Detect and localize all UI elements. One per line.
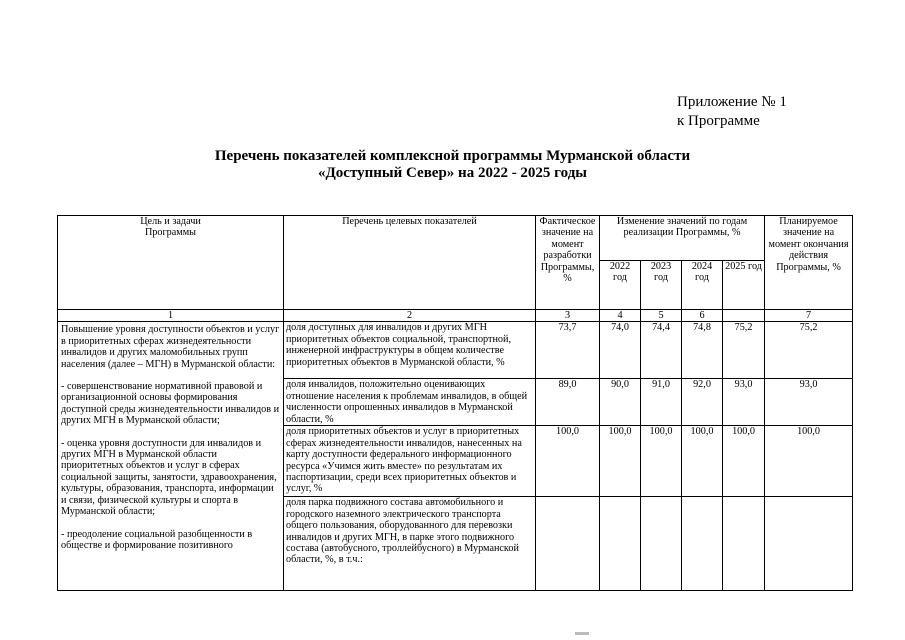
indicator-text: доля инвалидов, положительно оценивающих отношение населения к проблемам инвалидов, в общей численности опрошенных инвалидов в Мурманской области, % [284, 379, 536, 426]
actual-value [536, 497, 600, 591]
goal-cell [58, 322, 284, 591]
header-change: Изменение значений по годам реализации Программы, % [600, 216, 765, 261]
value-2023: 74,4 [641, 322, 682, 379]
title-line-2: «Доступный Север» на 2022 - 2025 годы [317, 165, 587, 181]
value-2024: 100,0 [682, 426, 723, 497]
value-2023: 100,0 [641, 426, 682, 497]
goal-paragraph: Повышение уровня доступности объектов и услуг в приоритетных сферах жизнедеятельности инвалидов и других маломобильных групп населения (далее – МГН) в Мурманской области: [61, 324, 280, 370]
header-goal: Цель и задачи Программы [58, 216, 284, 310]
value-2024: 74,8 [682, 322, 723, 379]
header-year-2023: 2023 год [641, 261, 682, 310]
value-2023: 91,0 [641, 379, 682, 426]
header-actual: Фактическое значение на момент разработки Программы, % [536, 216, 600, 310]
planned-value: 75,2 [765, 322, 853, 379]
value-2024 [682, 497, 723, 591]
value-2025: 75,2 [723, 322, 765, 379]
planned-value: 100,0 [765, 426, 853, 497]
col-number: 6 [682, 310, 723, 322]
col-number: 5 [641, 310, 682, 322]
col-number: 2 [284, 310, 536, 322]
value-2022 [600, 497, 641, 591]
value-2025 [723, 497, 765, 591]
value-2025: 93,0 [723, 379, 765, 426]
planned-value: 93,0 [765, 379, 853, 426]
col-number: 7 [765, 310, 853, 322]
actual-value: 73,7 [536, 322, 600, 379]
col-number [723, 310, 765, 322]
indicator-text: доля доступных для инвалидов и других МГН приоритетных объектов социальной, транспортной, инженерной инфраструктуры в общем количестве приоритетных объектов в Мурманской области, % [284, 322, 536, 379]
actual-value: 100,0 [536, 426, 600, 497]
value-2022: 100,0 [600, 426, 641, 497]
value-2025: 100,0 [723, 426, 765, 497]
indicator-text: доля приоритетных объектов и услуг в приоритетных сферах жизнедеятельности инвалидов, нанесенных на карту доступности федерального информационного ресурса «Учимся жить вместе» по результатам их паспортизации, среди всех приоритетных объектов и услуг, % [284, 426, 536, 497]
page-edge-mark [575, 632, 589, 635]
col-number: 4 [600, 310, 641, 322]
appendix-line-2: к Программе [677, 113, 760, 129]
value-2023 [641, 497, 682, 591]
title-line-1: Перечень показателей комплексной программы Мурманской области [214, 148, 691, 164]
header-year-2024: 2024 год [682, 261, 723, 310]
indicator-text: доля парка подвижного состава автомобильного и городского наземного электрического транспорта общего пользования, оборудованного для перевозки инвалидов и других МГН, в парке этого подвижного состава (автобусного, троллейбусного) в Мурманской области, %, в т.ч.: [284, 497, 536, 591]
indicators-table [57, 215, 853, 591]
planned-value [765, 497, 853, 591]
goal-paragraph: - оценка уровня доступности для инвалидов и других МГН в Мурманской области приоритетных объектов и услуг в сферах социальной защиты, занятости, здравоохранения, культуры, образования, транспорта, информации и связи, физической культуры и спорта в Мурманской области; [61, 437, 277, 518]
appendix-label [677, 93, 787, 131]
column-number-row [58, 310, 853, 322]
goal-paragraph: - совершенствование нормативной правовой и организационной основы формирования доступной среды жизнедеятельности инвалидов и других МГН в Мурманской области; [61, 381, 280, 427]
value-2022: 90,0 [600, 379, 641, 426]
value-2024: 92,0 [682, 379, 723, 426]
col-number: 1 [58, 310, 284, 322]
col-number: 3 [536, 310, 600, 322]
header-planned: Планируемое значение на момент окончания действия Программы, % [765, 216, 853, 310]
actual-value: 89,0 [536, 379, 600, 426]
document-title [0, 148, 905, 182]
header-year-2022: 2022 год [600, 261, 641, 310]
goal-paragraph: - преодоление социальной разобщенности в обществе и формирование позитивного [61, 528, 253, 551]
header-row-1 [58, 216, 853, 261]
header-indicators: Перечень целевых показателей [284, 216, 536, 310]
appendix-line-1: Приложение № 1 [677, 94, 787, 110]
table-row [58, 322, 853, 379]
header-year-2025: 2025 год [723, 261, 765, 310]
value-2022: 74,0 [600, 322, 641, 379]
